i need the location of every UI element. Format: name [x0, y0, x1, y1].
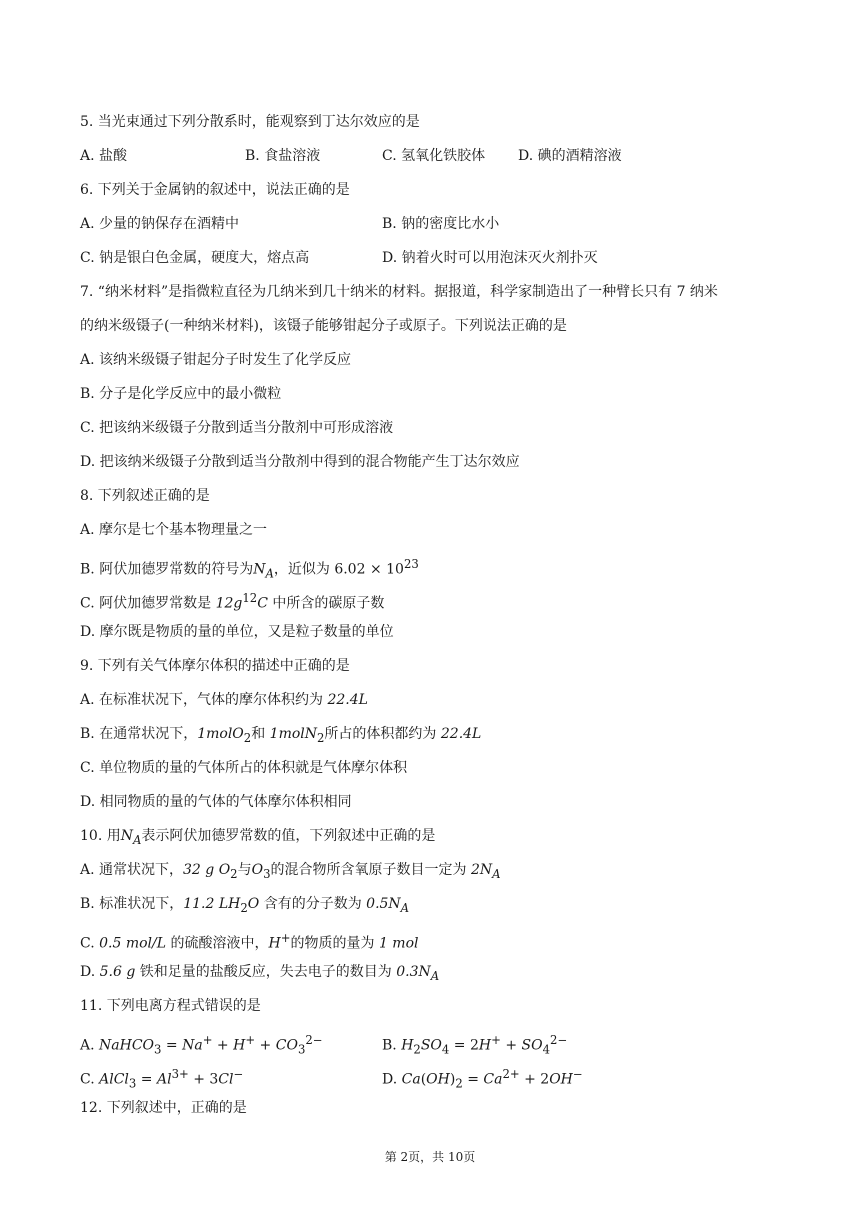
question-9-option-d: D. 相同物质的量的气体的气体摩尔体积相同	[80, 794, 352, 810]
question-9-option-c: C. 单位物质的量的气体所占的体积就是气体摩尔体积	[80, 760, 408, 776]
question-8-option-d: D. 摩尔既是物质的量的单位，又是粒子数量的单位	[80, 624, 394, 640]
question-7-option-b: B. 分子是化学反应中的最小微粒	[80, 386, 282, 402]
question-6-options-row2	[80, 248, 780, 268]
question-7-option-a: A. 该纳米级镊子钳起分子时发生了化学反应	[80, 352, 352, 368]
option-c: C. AlCl$_3$ = $Al^{3+} + 3Cl^-$	[80, 1067, 244, 1091]
question-10-option-a: A. 通常状况下，32 g $O_2$与$O_3$的混合物所含氧原子数目一定为 $2N_A$	[80, 862, 501, 881]
question-12-stem: 12. 下列叙述中，正确的是	[80, 1100, 247, 1116]
question-8-option-b: B. 阿伏加德罗常数的符号为$N_A$，近似为 $6.02 \times 10^{23}$	[80, 557, 419, 581]
question-7-option-d: D. 把该纳米级镊子分散到适当分散剂中得到的混合物能产生丁达尔效应	[80, 454, 520, 470]
option-a: A. 少量的钠保存在酒精中	[80, 216, 240, 232]
question-7-stem-line2: 的纳米级镊子(一种纳米材料)，该镊子能够钳起分子或原子。下列说法正确的是	[80, 318, 567, 334]
question-8-option-a: A. 摩尔是七个基本物理量之一	[80, 522, 268, 538]
option-a: A. 盐酸	[80, 148, 128, 164]
question-8-stem: 8. 下列叙述正确的是	[80, 488, 210, 504]
question-11-stem: 11. 下列电离方程式错误的是	[80, 998, 261, 1014]
question-10-stem: 10. 用$N_A$表示阿伏加德罗常数的值，下列叙述中正确的是	[80, 828, 436, 847]
question-6-stem: 6. 下列关于金属钠的叙述中，说法正确的是	[80, 182, 350, 198]
question-9-option-a: A. 在标准状况下，气体的摩尔体积约为 22.4L	[80, 692, 368, 708]
question-9-stem: 9. 下列有关气体摩尔体积的描述中正确的是	[80, 658, 350, 674]
option-a: A. NaHCO$_3$ = $Na^+ + H^+ + CO_3^{2-}$	[80, 1033, 323, 1057]
question-11-options-row1	[80, 1030, 780, 1057]
option-d: D. $Ca(OH)_2 = Ca^{2+} + 2OH^-$	[382, 1067, 583, 1091]
question-8-option-c: C. 阿伏加德罗常数是 $12g^{12}C$ 中所含的碳原子数	[80, 591, 385, 612]
question-7-stem-line1: 7. “纳米材料”是指微粒直径为几纳米到几十纳米的材料。据报道，科学家制造出了一种臂长只有 7 纳米	[80, 284, 718, 300]
question-5-stem: 5. 当光束通过下列分散系时，能观察到丁达尔效应的是	[80, 114, 420, 130]
option-c: C. 钠是银白色金属，硬度大，熔点高	[80, 250, 310, 266]
question-5-options	[80, 146, 780, 166]
option-d: D. 钠着火时可以用泡沫灭火剂扑灭	[382, 250, 598, 266]
question-11-options-row2	[80, 1064, 780, 1091]
option-b: B. 食盐溶液	[245, 148, 321, 164]
question-7-option-c: C. 把该纳米级镊子分散到适当分散剂中可形成溶液	[80, 420, 394, 436]
question-9-option-b: B. 在通常状况下，1molO$_2$和 1molN$_2$所占的体积都约为 22.4L	[80, 726, 482, 745]
page-number-footer: 第 2页，共 10页	[384, 1150, 476, 1164]
option-b: B. 钠的密度比水小	[382, 216, 500, 232]
question-10-option-c: C. 0.5 mol/L 的硫酸溶液中，H+的物质的量为 1 mol	[80, 931, 419, 952]
question-10-option-b: B. 标准状况下，11.2 $LH_2O$ 含有的分子数为 $0.5N_A$	[80, 896, 410, 915]
option-b: B. $H_2SO_4 = 2H^+ + SO_4^{2-}$	[382, 1033, 568, 1057]
question-10-option-d: D. 5.6 g 铁和足量的盐酸反应，失去电子的数目为 $0.3N_A$	[80, 964, 440, 983]
option-d: D. 碘的酒精溶液	[518, 148, 622, 164]
option-c: C. 氢氧化铁胶体	[382, 148, 486, 164]
question-6-options-row1	[80, 214, 780, 234]
